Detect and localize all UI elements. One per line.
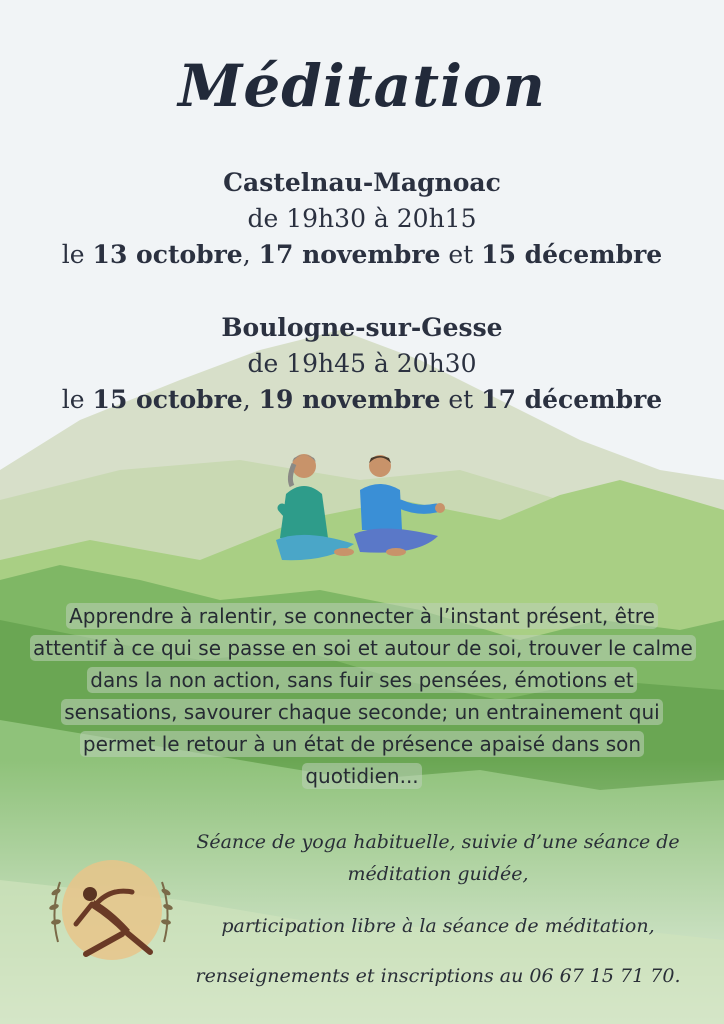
note-seance: Séance de yoga habituelle, suivie d’une séance de méditation guidée, xyxy=(196,831,680,885)
note-participation: participation libre à la séance de méditation, xyxy=(221,915,655,937)
session-town: Boulogne-sur-Gesse xyxy=(221,313,503,342)
session-boulogne xyxy=(0,310,724,418)
note-contact: renseignements et inscriptions au 06 67 15 71 70. xyxy=(195,965,681,987)
yoga-pose-icon xyxy=(46,852,176,966)
session-dates: le 15 octobre, 19 novembre et 17 décembre xyxy=(61,385,663,414)
page-title: Méditation xyxy=(178,52,546,120)
session-time: de 19h45 à 20h30 xyxy=(247,349,477,378)
description-paragraph: Apprendre à ralentir, se connecter à l’instant présent, être attentif à ce qui se passe en soi et autour de soi, trouver le calme dans la non action, sans fuir ses pensées, émotions et sensations, savourer chaque seconde; un entrainement qui permet le retour à un état de présence apaisé dans son quotidien... xyxy=(30,600,694,792)
session-time: de 19h30 à 20h15 xyxy=(247,204,477,233)
session-dates: le 13 octobre, 17 novembre et 15 décembre xyxy=(61,240,663,269)
session-castelnau xyxy=(0,165,724,273)
meditating-couple-icon xyxy=(268,448,458,578)
session-town: Castelnau-Magnoac xyxy=(223,168,501,197)
